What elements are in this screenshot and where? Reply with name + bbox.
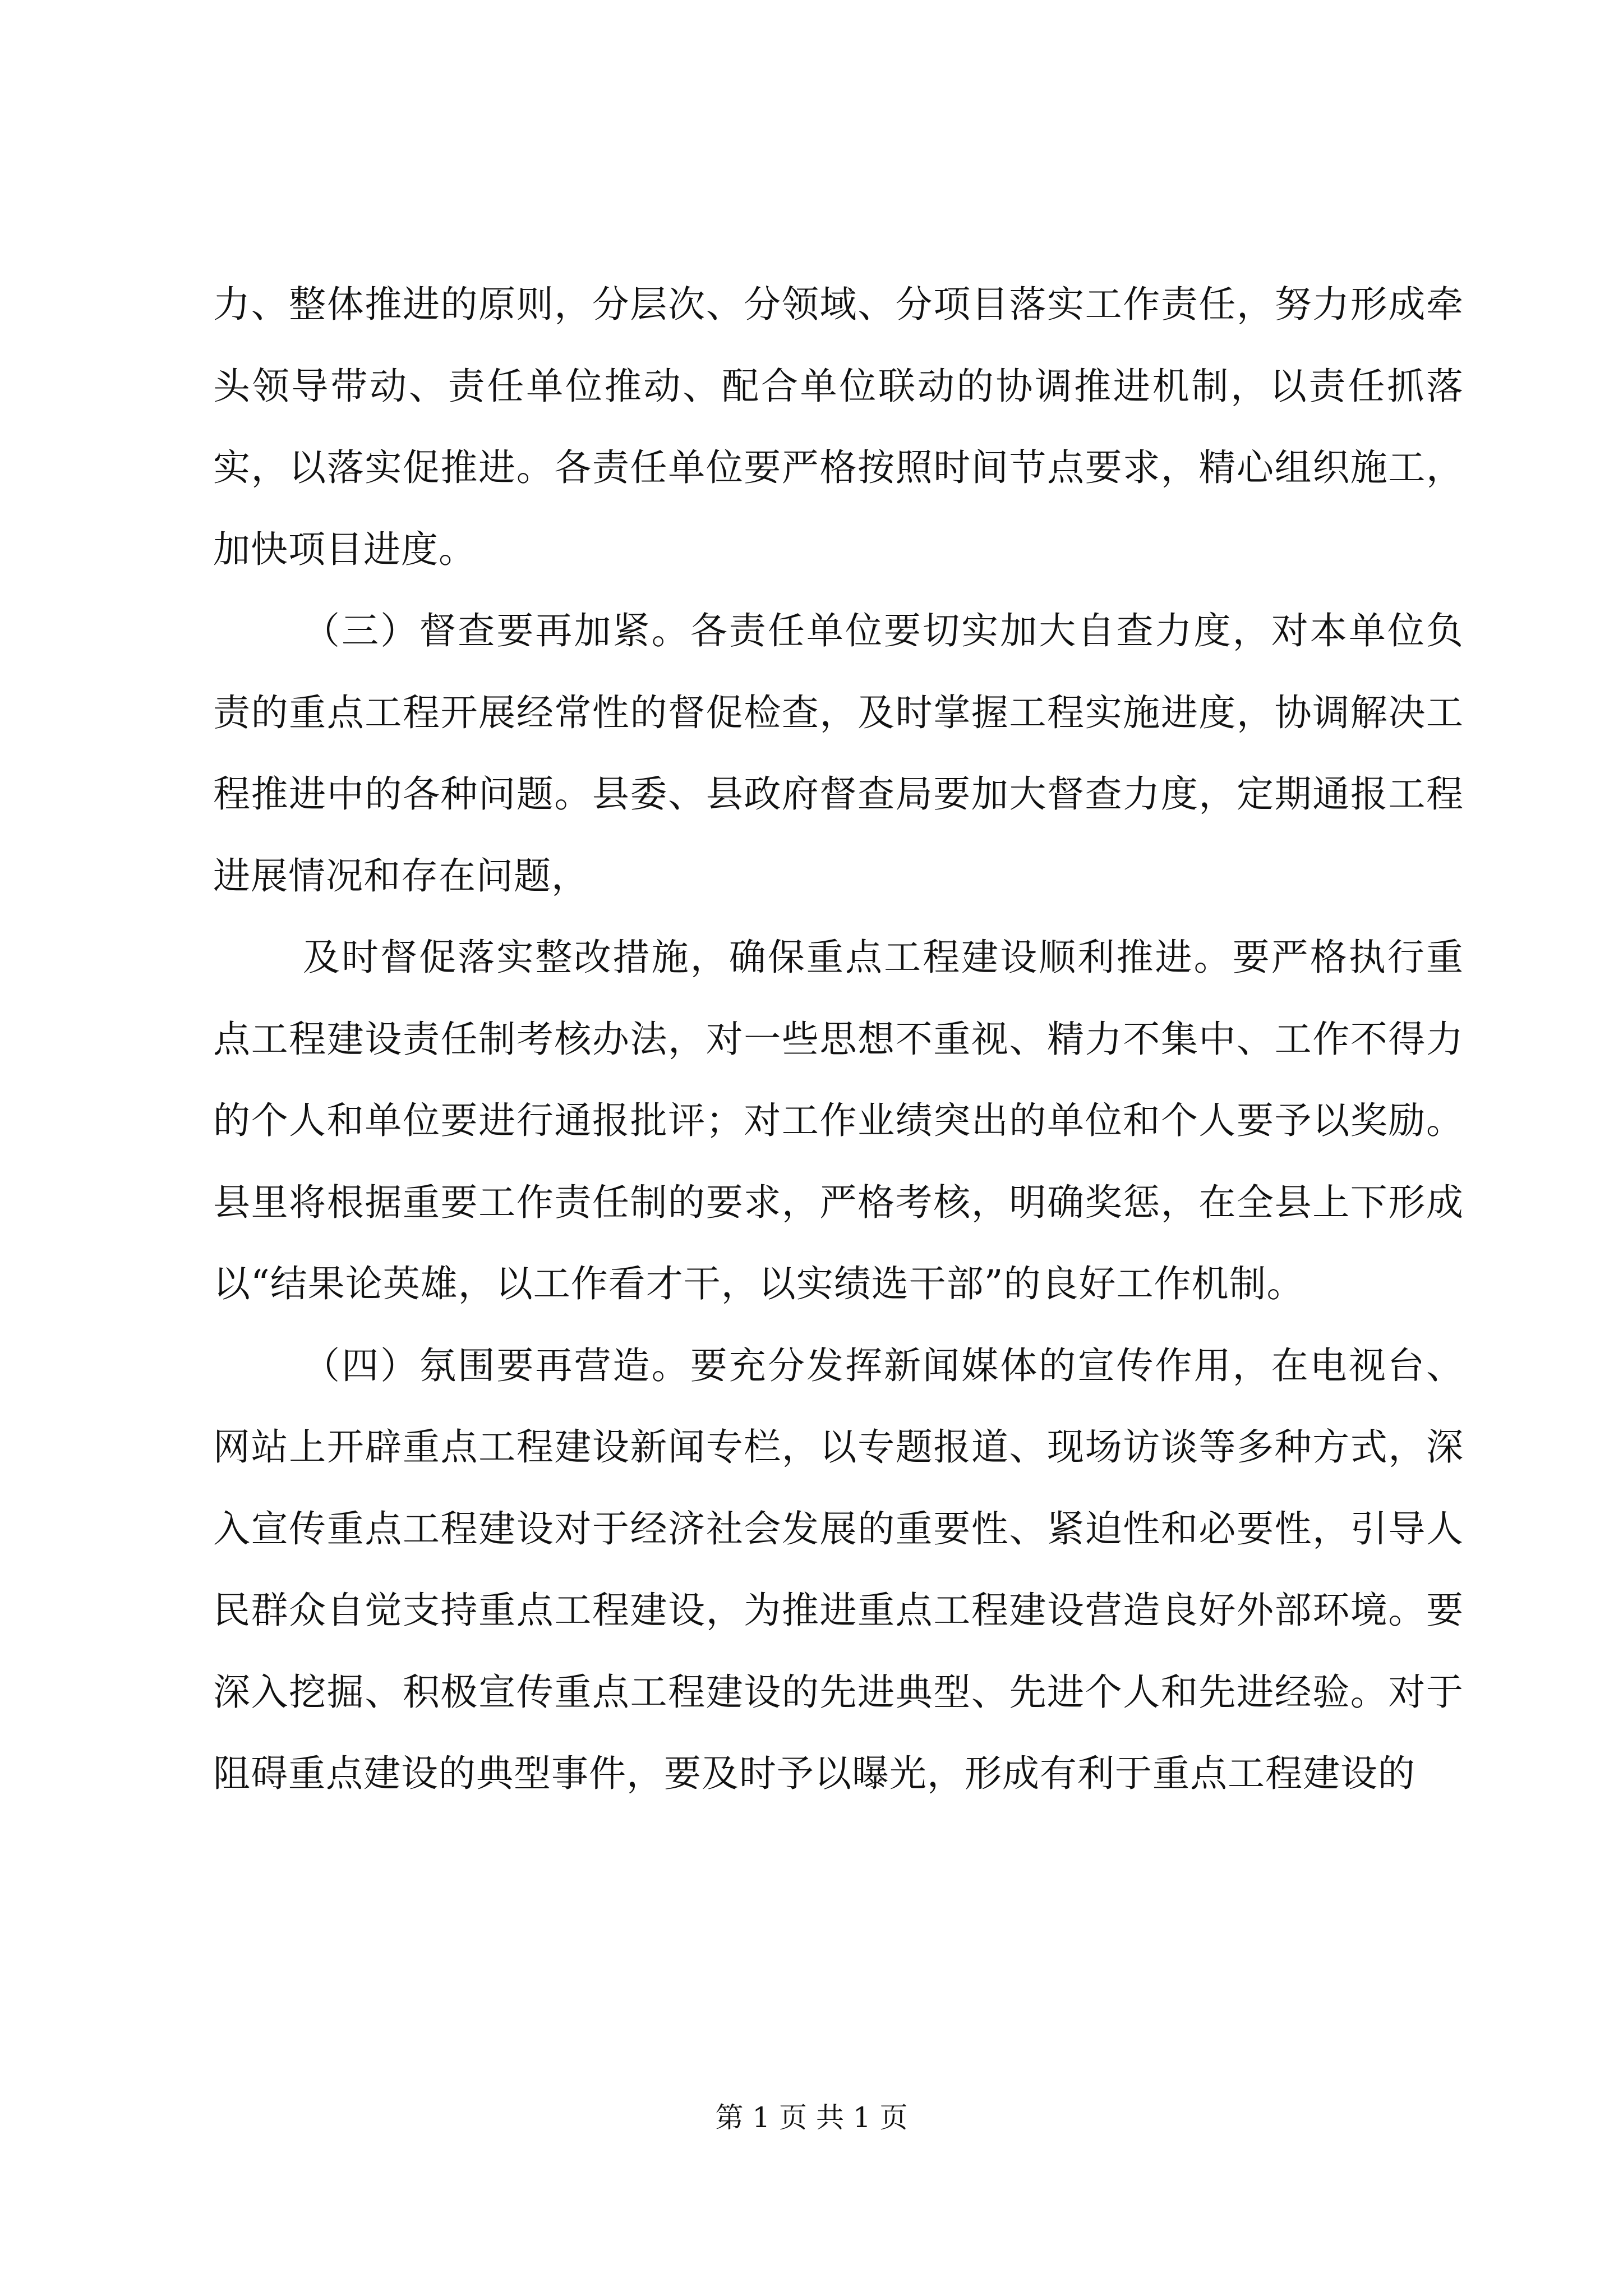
document-body — [213, 264, 1464, 1815]
paragraph-continuation: 力、整体推进的原则，分层次、分领域、分项目落实工作责任，努力形成牵头领导带动、责任单位推动、配合单位联动的协调推进机制，以责任抓落实，以落实促推进。各责任单位要严格按照时间节点要求，精心组织施工，加快项目进度。 — [213, 283, 1464, 571]
paragraph-section-three-continued: 及时督促落实整改措施，确保重点工程建设顺利推进。要严格执行重点工程建设责任制考核办法，对一些思想不重视、精力不集中、工作不得力的个人和单位要进行通报批评；对工作业绩突出的单位和个人要予以奖励。县里将根据重要工作责任制的要求，严格考核，明确奖惩，在全县上下形成以“结果论英雄，以工作看才干，以实绩选干部”的良好工作机制。 — [213, 936, 1464, 1305]
paragraph-section-four: （四）氛围要再营造。要充分发挥新闻媒体的宣传作用，在电视台、网站上开辟重点工程建设新闻专栏，以专题报道、现场访谈等多种方式，深入宣传重点工程建设对于经济社会发展的重要性、紧迫性和必要性，引导人民群众自觉支持重点工程建设，为推进重点工程建设营造良好外部环境。要深入挖掘、积极宣传重点工程建设的先进典型、先进个人和先进经验。对于阻碍重点建设的典型事件，要及时予以曝光，形成有利于重点工程建设的 — [213, 1343, 1464, 1795]
page-footer: 第 1 页 共 1 页 — [715, 2101, 908, 2134]
paragraph-section-three: （三）督查要再加紧。各责任单位要切实加大自查力度，对本单位负责的重点工程开展经常性的督促检查，及时掌握工程实施进度，协调解决工程推进中的各种问题。县委、县政府督查局要加大督查力度，定期通报工程进展情况和存在问题， — [213, 609, 1464, 898]
